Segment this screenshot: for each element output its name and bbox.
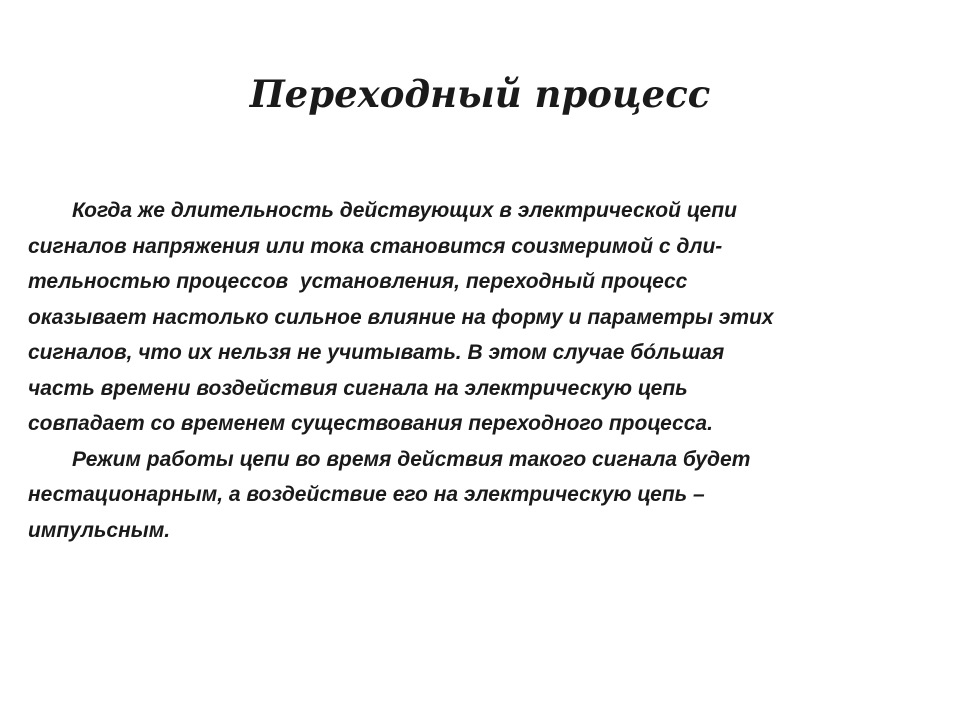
- body-line: сигналов, что их нельзя не учитывать. В этом случае бóльшая: [28, 341, 725, 364]
- body-line: сигналов напряжения или тока становится соизмеримой с дли-: [28, 234, 723, 258]
- body-line: тельностью процессов установления, переходный процесс: [28, 270, 688, 293]
- slide-title: Переходный процесс: [249, 72, 711, 116]
- slide-body: [28, 193, 934, 548]
- body-line: Когда же длительность действующих в электрической цепи: [72, 199, 737, 222]
- body-line: импульсным.: [28, 518, 171, 542]
- body-line: нестационарным, а воздействие его на электрическую цепь –: [28, 483, 705, 506]
- body-line: оказывает настолько сильное влияние на форму и параметры этих: [28, 305, 774, 329]
- body-line: Режим работы цепи во время действия такого сигнала будет: [72, 447, 751, 471]
- body-line: часть времени воздействия сигнала на электрическую цепь: [28, 376, 688, 400]
- body-line: совпадает со временем существования переходного процесса.: [28, 412, 713, 435]
